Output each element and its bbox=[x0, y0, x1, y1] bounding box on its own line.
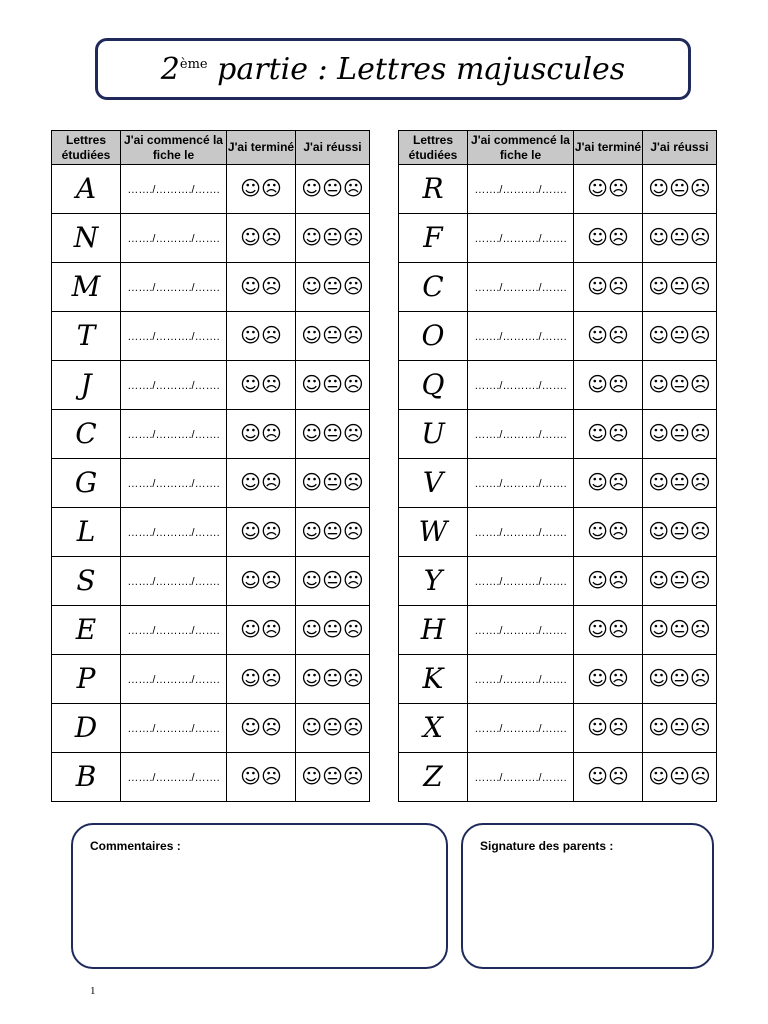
cursive-letter: M bbox=[71, 270, 101, 303]
success-faces[interactable]: ☺😐☹ bbox=[301, 764, 364, 788]
finished-faces-cell bbox=[574, 459, 643, 508]
cursive-letter-cell bbox=[399, 361, 468, 410]
table-row bbox=[52, 410, 370, 459]
success-faces-cell bbox=[296, 165, 370, 214]
success-faces-cell bbox=[296, 557, 370, 606]
cursive-letter: E bbox=[75, 613, 97, 646]
start-date-field[interactable]: ……./………./……. bbox=[127, 233, 220, 245]
finished-faces[interactable]: ☺☹ bbox=[587, 715, 629, 739]
start-date-field-cell bbox=[121, 459, 227, 508]
signature-label: Signature des parents : bbox=[480, 839, 614, 853]
success-faces-cell bbox=[643, 508, 717, 557]
start-date-field-cell bbox=[121, 312, 227, 361]
title-number: 2 bbox=[160, 51, 180, 87]
finished-faces[interactable]: ☺☹ bbox=[587, 470, 629, 494]
success-faces[interactable]: ☺😐☹ bbox=[301, 323, 364, 347]
start-date-field-cell bbox=[121, 557, 227, 606]
cursive-letter-cell bbox=[52, 753, 121, 802]
cursive-letter: D bbox=[74, 711, 98, 744]
success-faces[interactable]: ☺😐☹ bbox=[301, 372, 364, 396]
left-letters-table bbox=[51, 130, 370, 802]
cursive-letter-cell bbox=[399, 655, 468, 704]
cursive-letter-cell bbox=[399, 165, 468, 214]
table-row bbox=[52, 606, 370, 655]
success-faces[interactable]: ☺😐☹ bbox=[301, 274, 364, 298]
success-faces[interactable]: ☺😐☹ bbox=[648, 323, 711, 347]
finished-faces-cell bbox=[574, 214, 643, 263]
start-date-field-cell bbox=[121, 655, 227, 704]
success-faces[interactable]: ☺😐☹ bbox=[648, 568, 711, 592]
table-row bbox=[52, 312, 370, 361]
table-row bbox=[52, 263, 370, 312]
page-number: 1 bbox=[90, 985, 96, 997]
finished-faces[interactable]: ☺☹ bbox=[587, 617, 629, 641]
cursive-letter-cell bbox=[399, 753, 468, 802]
table-row bbox=[52, 704, 370, 753]
header-finished: J'ai terminé bbox=[227, 131, 296, 165]
table-row bbox=[399, 410, 717, 459]
start-date-field[interactable]: ……./………./……. bbox=[474, 233, 567, 245]
success-faces-cell bbox=[296, 655, 370, 704]
success-faces[interactable]: ☺😐☹ bbox=[648, 274, 711, 298]
finished-faces-cell bbox=[574, 410, 643, 459]
start-date-field-cell bbox=[468, 165, 574, 214]
cursive-letter-cell bbox=[52, 655, 121, 704]
cursive-letter: S bbox=[76, 564, 96, 597]
start-date-field-cell bbox=[468, 753, 574, 802]
cursive-letter: H bbox=[420, 613, 446, 646]
finished-faces[interactable]: ☺☹ bbox=[240, 323, 282, 347]
success-faces[interactable]: ☺😐☹ bbox=[301, 568, 364, 592]
finished-faces-cell bbox=[574, 655, 643, 704]
table-row bbox=[399, 655, 717, 704]
start-date-field-cell bbox=[468, 606, 574, 655]
success-faces-cell bbox=[643, 361, 717, 410]
cursive-letter: T bbox=[76, 319, 96, 352]
right-letters-table bbox=[398, 130, 717, 802]
header-started: J'ai commencé la fiche le bbox=[468, 131, 574, 165]
start-date-field[interactable]: ……./………./……. bbox=[127, 527, 220, 539]
start-date-field-cell bbox=[468, 214, 574, 263]
success-faces-cell bbox=[643, 557, 717, 606]
header-letters: Lettres étudiées bbox=[52, 131, 121, 165]
finished-faces-cell bbox=[227, 459, 296, 508]
success-faces[interactable]: ☺😐☹ bbox=[301, 617, 364, 641]
start-date-field-cell bbox=[121, 508, 227, 557]
table-row bbox=[399, 312, 717, 361]
finished-faces[interactable]: ☺☹ bbox=[240, 764, 282, 788]
title-superscript: ème bbox=[179, 56, 208, 72]
cursive-letter-cell bbox=[52, 312, 121, 361]
finished-faces-cell bbox=[574, 606, 643, 655]
finished-faces-cell bbox=[227, 165, 296, 214]
finished-faces-cell bbox=[574, 312, 643, 361]
success-faces[interactable]: ☺😐☹ bbox=[648, 666, 711, 690]
success-faces[interactable]: ☺😐☹ bbox=[648, 421, 711, 445]
table-row bbox=[399, 165, 717, 214]
cursive-letter: X bbox=[423, 711, 443, 744]
success-faces-cell bbox=[643, 263, 717, 312]
table-row bbox=[399, 753, 717, 802]
table-row bbox=[399, 459, 717, 508]
cursive-letter-cell bbox=[52, 214, 121, 263]
finished-faces-cell bbox=[227, 557, 296, 606]
finished-faces[interactable]: ☺☹ bbox=[587, 666, 629, 690]
finished-faces[interactable]: ☺☹ bbox=[587, 568, 629, 592]
finished-faces[interactable]: ☺☹ bbox=[587, 372, 629, 396]
cursive-letter: K bbox=[422, 662, 444, 695]
start-date-field-cell bbox=[468, 508, 574, 557]
title-box bbox=[95, 38, 691, 100]
start-date-field[interactable]: ……./………./……. bbox=[127, 184, 220, 196]
start-date-field[interactable]: ……./………./……. bbox=[127, 723, 220, 735]
start-date-field-cell bbox=[468, 557, 574, 606]
success-faces-cell bbox=[296, 361, 370, 410]
cursive-letter-cell bbox=[399, 214, 468, 263]
cursive-letter: L bbox=[76, 515, 96, 548]
comments-label: Commentaires : bbox=[90, 839, 181, 853]
start-date-field-cell bbox=[468, 410, 574, 459]
start-date-field[interactable]: ……./………./……. bbox=[127, 625, 220, 637]
right-table-body bbox=[399, 165, 717, 802]
finished-faces[interactable]: ☺☹ bbox=[587, 764, 629, 788]
table-row bbox=[52, 508, 370, 557]
cursive-letter-cell bbox=[52, 606, 121, 655]
success-faces-cell bbox=[296, 459, 370, 508]
start-date-field[interactable]: ……./………./……. bbox=[474, 184, 567, 196]
cursive-letter: P bbox=[76, 662, 96, 695]
start-date-field[interactable]: ……./………./……. bbox=[474, 772, 567, 784]
start-date-field[interactable]: ……./………./……. bbox=[474, 282, 567, 294]
success-faces-cell bbox=[296, 753, 370, 802]
finished-faces[interactable]: ☺☹ bbox=[587, 225, 629, 249]
success-faces[interactable]: ☺😐☹ bbox=[301, 176, 364, 200]
cursive-letter: R bbox=[422, 172, 444, 205]
finished-faces-cell bbox=[227, 214, 296, 263]
finished-faces-cell bbox=[227, 655, 296, 704]
success-faces[interactable]: ☺😐☹ bbox=[301, 470, 364, 494]
start-date-field[interactable]: ……./………./……. bbox=[474, 625, 567, 637]
cursive-letter-cell bbox=[399, 508, 468, 557]
table-row bbox=[399, 557, 717, 606]
success-faces[interactable]: ☺😐☹ bbox=[301, 666, 364, 690]
start-date-field[interactable]: ……./………./……. bbox=[127, 772, 220, 784]
table-row bbox=[399, 361, 717, 410]
finished-faces-cell bbox=[227, 312, 296, 361]
start-date-field-cell bbox=[121, 165, 227, 214]
finished-faces-cell bbox=[227, 508, 296, 557]
success-faces[interactable]: ☺😐☹ bbox=[301, 519, 364, 543]
start-date-field-cell bbox=[121, 704, 227, 753]
finished-faces-cell bbox=[227, 606, 296, 655]
success-faces-cell bbox=[643, 753, 717, 802]
cursive-letter: Q bbox=[421, 368, 445, 401]
cursive-letter-cell bbox=[399, 704, 468, 753]
finished-faces-cell bbox=[227, 361, 296, 410]
start-date-field[interactable]: ……./………./……. bbox=[474, 723, 567, 735]
comments-box[interactable] bbox=[71, 823, 448, 969]
cursive-letter: V bbox=[422, 466, 444, 499]
success-faces[interactable]: ☺😐☹ bbox=[648, 617, 711, 641]
finished-faces[interactable]: ☺☹ bbox=[240, 617, 282, 641]
start-date-field-cell bbox=[121, 410, 227, 459]
start-date-field-cell bbox=[121, 263, 227, 312]
cursive-letter: B bbox=[75, 760, 97, 793]
finished-faces[interactable]: ☺☹ bbox=[587, 421, 629, 445]
cursive-letter: G bbox=[74, 466, 98, 499]
success-faces-cell bbox=[643, 214, 717, 263]
success-faces-cell bbox=[643, 606, 717, 655]
cursive-letter: C bbox=[75, 417, 97, 450]
table-row bbox=[399, 508, 717, 557]
success-faces-cell bbox=[643, 312, 717, 361]
success-faces-cell bbox=[643, 410, 717, 459]
finished-faces[interactable]: ☺☹ bbox=[240, 519, 282, 543]
cursive-letter: F bbox=[423, 221, 443, 254]
cursive-letter-cell bbox=[399, 263, 468, 312]
cursive-letter-cell bbox=[52, 263, 121, 312]
start-date-field-cell bbox=[468, 459, 574, 508]
header-success: J'ai réussi bbox=[296, 131, 370, 165]
success-faces-cell bbox=[296, 312, 370, 361]
cursive-letter-cell bbox=[399, 312, 468, 361]
success-faces-cell bbox=[296, 410, 370, 459]
finished-faces-cell bbox=[227, 704, 296, 753]
cursive-letter: U bbox=[421, 417, 445, 450]
start-date-field[interactable]: ……./………./……. bbox=[127, 478, 220, 490]
start-date-field[interactable]: ……./………./……. bbox=[127, 674, 220, 686]
cursive-letter-cell bbox=[52, 508, 121, 557]
cursive-letter-cell bbox=[52, 165, 121, 214]
title-text: partie : Lettres majuscules bbox=[217, 51, 626, 87]
start-date-field[interactable]: ……./………./……. bbox=[474, 331, 567, 343]
cursive-letter-cell bbox=[399, 410, 468, 459]
cursive-letter: J bbox=[80, 368, 92, 401]
success-faces[interactable]: ☺😐☹ bbox=[648, 225, 711, 249]
success-faces[interactable]: ☺😐☹ bbox=[648, 764, 711, 788]
finished-faces[interactable]: ☺☹ bbox=[240, 274, 282, 298]
table-row bbox=[52, 165, 370, 214]
finished-faces[interactable]: ☺☹ bbox=[240, 225, 282, 249]
finished-faces-cell bbox=[227, 263, 296, 312]
cursive-letter: Y bbox=[423, 564, 443, 597]
start-date-field[interactable]: ……./………./……. bbox=[474, 527, 567, 539]
success-faces-cell bbox=[643, 655, 717, 704]
start-date-field[interactable]: ……./………./……. bbox=[474, 478, 567, 490]
success-faces[interactable]: ☺😐☹ bbox=[648, 715, 711, 739]
cursive-letter: N bbox=[73, 221, 99, 254]
finished-faces[interactable]: ☺☹ bbox=[240, 421, 282, 445]
success-faces[interactable]: ☺😐☹ bbox=[301, 225, 364, 249]
table-row bbox=[52, 655, 370, 704]
cursive-letter-cell bbox=[52, 361, 121, 410]
finished-faces[interactable]: ☺☹ bbox=[240, 470, 282, 494]
success-faces-cell bbox=[643, 459, 717, 508]
success-faces[interactable]: ☺😐☹ bbox=[648, 176, 711, 200]
finished-faces-cell bbox=[574, 508, 643, 557]
success-faces-cell bbox=[296, 214, 370, 263]
cursive-letter: Z bbox=[423, 760, 443, 793]
finished-faces-cell bbox=[227, 410, 296, 459]
start-date-field-cell bbox=[121, 606, 227, 655]
finished-faces-cell bbox=[574, 361, 643, 410]
start-date-field[interactable]: ……./………./……. bbox=[127, 380, 220, 392]
success-faces-cell bbox=[643, 165, 717, 214]
cursive-letter-cell bbox=[52, 557, 121, 606]
finished-faces-cell bbox=[574, 704, 643, 753]
start-date-field-cell bbox=[121, 361, 227, 410]
finished-faces[interactable]: ☺☹ bbox=[240, 372, 282, 396]
finished-faces-cell bbox=[574, 753, 643, 802]
finished-faces-cell bbox=[227, 753, 296, 802]
finished-faces[interactable]: ☺☹ bbox=[587, 274, 629, 298]
table-header-row bbox=[52, 131, 370, 165]
table-row bbox=[52, 361, 370, 410]
start-date-field-cell bbox=[121, 753, 227, 802]
cursive-letter-cell bbox=[52, 410, 121, 459]
left-table-body bbox=[52, 165, 370, 802]
parent-signature-box[interactable] bbox=[461, 823, 714, 969]
table-row bbox=[399, 704, 717, 753]
table-row bbox=[52, 214, 370, 263]
success-faces-cell bbox=[643, 704, 717, 753]
finished-faces[interactable]: ☺☹ bbox=[587, 176, 629, 200]
cursive-letter: O bbox=[421, 319, 445, 352]
start-date-field-cell bbox=[468, 704, 574, 753]
table-row bbox=[52, 753, 370, 802]
finished-faces[interactable]: ☺☹ bbox=[587, 519, 629, 543]
start-date-field[interactable]: ……./………./……. bbox=[127, 576, 220, 588]
cursive-letter: W bbox=[418, 515, 448, 548]
table-row bbox=[52, 459, 370, 508]
success-faces[interactable]: ☺😐☹ bbox=[648, 372, 711, 396]
success-faces[interactable]: ☺😐☹ bbox=[301, 421, 364, 445]
cursive-letter: C bbox=[422, 270, 444, 303]
success-faces[interactable]: ☺😐☹ bbox=[648, 470, 711, 494]
cursive-letter-cell bbox=[52, 704, 121, 753]
success-faces-cell bbox=[296, 263, 370, 312]
header-success: J'ai réussi bbox=[643, 131, 717, 165]
cursive-letter-cell bbox=[52, 459, 121, 508]
start-date-field-cell bbox=[121, 214, 227, 263]
success-faces[interactable]: ☺😐☹ bbox=[301, 715, 364, 739]
finished-faces-cell bbox=[574, 557, 643, 606]
cursive-letter-cell bbox=[399, 606, 468, 655]
success-faces-cell bbox=[296, 704, 370, 753]
table-row bbox=[399, 606, 717, 655]
start-date-field[interactable]: ……./………./……. bbox=[474, 380, 567, 392]
success-faces-cell bbox=[296, 508, 370, 557]
start-date-field[interactable]: ……./………./……. bbox=[474, 674, 567, 686]
finished-faces-cell bbox=[574, 263, 643, 312]
finished-faces[interactable]: ☺☹ bbox=[240, 666, 282, 690]
cursive-letter: A bbox=[75, 172, 97, 205]
finished-faces[interactable]: ☺☹ bbox=[587, 323, 629, 347]
table-row bbox=[399, 214, 717, 263]
success-faces[interactable]: ☺😐☹ bbox=[648, 519, 711, 543]
cursive-letter-cell bbox=[399, 459, 468, 508]
start-date-field-cell bbox=[468, 312, 574, 361]
cursive-letter-cell bbox=[399, 557, 468, 606]
start-date-field[interactable]: ……./………./……. bbox=[474, 576, 567, 588]
finished-faces[interactable]: ☺☹ bbox=[240, 715, 282, 739]
success-faces-cell bbox=[296, 606, 370, 655]
page-title bbox=[161, 52, 625, 87]
start-date-field[interactable]: ……./………./……. bbox=[127, 282, 220, 294]
finished-faces[interactable]: ☺☹ bbox=[240, 176, 282, 200]
table-row bbox=[52, 557, 370, 606]
start-date-field-cell bbox=[468, 655, 574, 704]
start-date-field[interactable]: ……./………./……. bbox=[127, 429, 220, 441]
header-letters: Lettres étudiées bbox=[399, 131, 468, 165]
finished-faces-cell bbox=[574, 165, 643, 214]
start-date-field-cell bbox=[468, 361, 574, 410]
header-started: J'ai commencé la fiche le bbox=[121, 131, 227, 165]
start-date-field[interactable]: ……./………./……. bbox=[127, 331, 220, 343]
table-row bbox=[399, 263, 717, 312]
start-date-field[interactable]: ……./………./……. bbox=[474, 429, 567, 441]
start-date-field-cell bbox=[468, 263, 574, 312]
header-finished: J'ai terminé bbox=[574, 131, 643, 165]
finished-faces[interactable]: ☺☹ bbox=[240, 568, 282, 592]
table-header-row bbox=[399, 131, 717, 165]
